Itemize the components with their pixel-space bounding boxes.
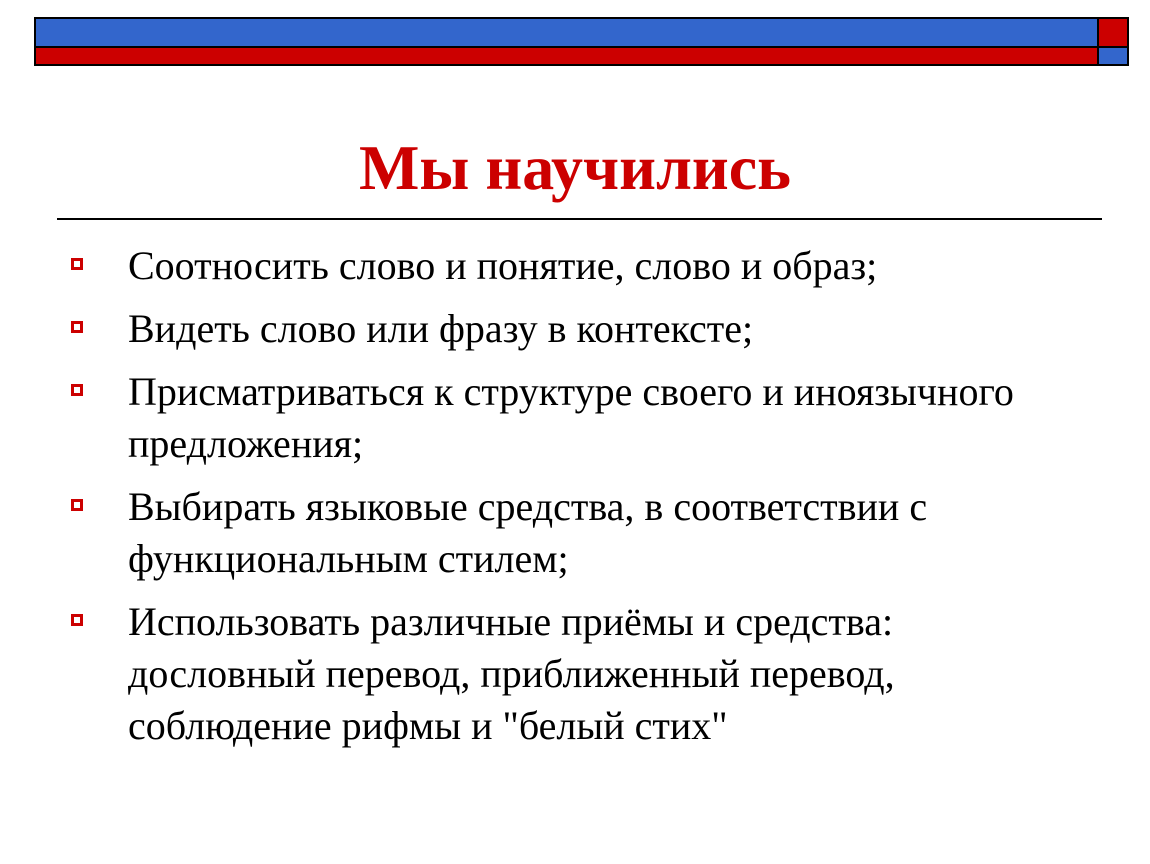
hollow-square-bullet-icon (71, 384, 83, 396)
header-blue-square (1097, 46, 1129, 66)
bullet-list (0, 240, 1150, 763)
list-item-text: Присматриваться к структуре своего и иноязычного предложения; (128, 369, 1014, 466)
header-red-square (1097, 17, 1129, 49)
hollow-square-bullet-icon (71, 258, 83, 270)
list-item-text: Соотносить слово и понятие, слово и образ; (128, 243, 878, 288)
list-item-text: Выбирать языковые средства, в соответствии с функциональным стилем; (128, 484, 928, 581)
header-blue-bar (34, 17, 1100, 49)
hollow-square-bullet-icon (71, 614, 83, 626)
hollow-square-bullet-icon (71, 321, 83, 333)
slide-title: Мы научились (359, 132, 791, 203)
title-divider (57, 218, 1102, 220)
hollow-square-bullet-icon (71, 499, 83, 511)
list-item (0, 240, 1028, 292)
list-item (0, 303, 1028, 355)
list-item-text: Видеть слово или фразу в контексте; (128, 306, 754, 351)
list-item (0, 481, 1028, 585)
list-item-text: Использовать различные приёмы и средства: дословный перевод, приближенный перевод, соблюдение рифмы и "белый стих" (128, 599, 895, 748)
list-item (0, 596, 1028, 752)
list-item (0, 366, 1028, 470)
header-red-bar (34, 46, 1100, 66)
